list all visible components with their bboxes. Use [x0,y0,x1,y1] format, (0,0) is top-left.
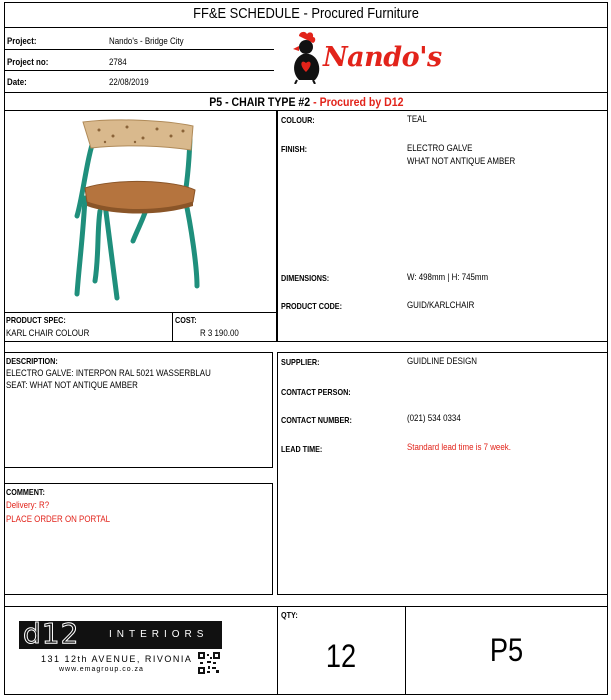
product-code-value: GUID/KARLCHAIR [407,300,475,310]
project-value: Nando's - Bridge City [109,36,184,46]
supplier-value: GUIDLINE DESIGN [407,356,477,366]
description-label: DESCRIPTION: [6,356,58,366]
comment-label: COMMENT: [6,487,45,497]
description-line-1: ELECTRO GALVE: INTERPON RAL 5021 WASSERBLAU [6,368,211,378]
contact-number-label: CONTACT NUMBER: [281,415,352,425]
supplier-label: SUPPLIER: [281,357,320,367]
project-label: Project: [7,36,37,46]
page-title: FF&E SCHEDULE - Procured Furniture [193,5,419,22]
nandos-logo [285,30,445,86]
procured-by: - Procured by D12 [312,95,404,109]
section-title: P5 - CHAIR TYPE #2 [208,95,310,109]
section-header [4,95,608,109]
product-spec-value: KARL CHAIR COLOUR [6,328,90,338]
d12-website: www.emagroup.co.za [59,666,144,673]
description-line-2: SEAT: WHAT NOT ANTIQUE AMBER [6,380,138,390]
d12-address: 131 12th AVENUE, RIVONIA [41,654,193,664]
d12-mark: d12 [23,617,80,650]
colour-value: TEAL [407,114,427,124]
finish-label: FINISH: [281,144,308,154]
project-no-label: Project no: [7,57,49,67]
qty-label: QTY: [281,610,298,620]
colour-label: COLOUR: [281,115,315,125]
dimensions-value: W: 498mm | H: 745mm [407,272,489,282]
comment-line-2: PLACE ORDER ON PORTAL [6,514,111,524]
lead-time-value: Standard lead time is 7 week. [407,442,511,452]
product-code-label: PRODUCT CODE: [281,301,343,311]
date-value: 22/08/2019 [109,77,149,87]
qr-code-icon [198,652,220,674]
comment-line-1: Delivery: R? [6,500,50,510]
product-spec-label: PRODUCT SPEC: [6,315,66,325]
contact-number-value: (021) 534 0334 [407,413,461,423]
rooster-icon [285,30,325,84]
contact-person-label: CONTACT PERSON: [281,387,351,397]
item-code: P5 [489,632,524,668]
qty-value: 12 [325,638,357,674]
brand-wordmark: Nando's [323,42,442,73]
finish-value-2: WHAT NOT ANTIQUE AMBER [407,156,516,166]
chair-image [65,116,215,306]
d12-interiors: INTERIORS [109,629,209,640]
dimensions-label: DIMENSIONS: [281,273,330,283]
lead-time-label: LEAD TIME: [281,444,323,454]
cost-value: R 3 190.00 [200,328,239,338]
d12-logo [19,617,222,678]
finish-value-1: ELECTRO GALVE [407,143,473,153]
project-no-value: 2784 [109,57,127,67]
date-label: Date: [7,77,27,87]
cost-label: COST: [175,315,197,325]
